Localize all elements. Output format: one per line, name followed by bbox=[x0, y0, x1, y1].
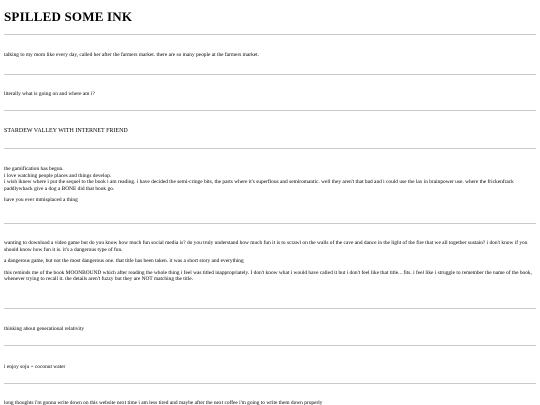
post-text: wanting to download a video game but do you know how much fun social media is? do you truly understand how much fun it is to scrawl on the walls of the cave and dance in the light of the fire that we all together sustain? i don't know if you should know how fun it is. it's a dangerous type of fun. bbox=[4, 240, 528, 253]
post bbox=[4, 326, 534, 333]
post-text: i enjoy soju + coconut water bbox=[4, 364, 66, 370]
divider bbox=[4, 345, 536, 346]
post-text: i wish iknew where i put the sequel to the book i am reading. i have decided the semi-cringe bits, the parts where it's superflous and semiromantic. well they aren't that bad and i could use the lax in brainpower use. where the frickenfrack paddlywhack give a dog a BONE did that book go. bbox=[4, 179, 514, 192]
post-text: long thoughts i'm gonna write down on this website next time i am less tired and maybe after the next coffee i'm going to write them down properly bbox=[4, 400, 323, 405]
post bbox=[4, 166, 534, 204]
site-title: SPILLED SOME INK bbox=[4, 9, 133, 24]
divider bbox=[4, 308, 536, 309]
divider bbox=[4, 148, 536, 149]
divider bbox=[4, 34, 536, 35]
post-text: talking to my mom like every day, called her after the farmers market. there are so many people at the farmers market. bbox=[4, 52, 259, 58]
post-text: literally what is going on and where am i? bbox=[4, 91, 95, 97]
post-text: thinking about generational relativity bbox=[4, 326, 85, 332]
divider bbox=[4, 223, 536, 224]
post-text: STARDEW VALLEY WITH INTERNET FRIEND bbox=[4, 128, 128, 134]
post-text: the gamification has begun. bbox=[4, 166, 64, 172]
post bbox=[4, 240, 534, 283]
post bbox=[4, 128, 534, 135]
post-text: a dangerous game, but not the most dangerous one. that title has been taken. it was a short story and everything bbox=[4, 258, 244, 265]
divider bbox=[4, 74, 536, 75]
post bbox=[4, 364, 534, 371]
post-text: this reminds me of the book MOONBOUND which after reading the whole thing i feel was titled inappropriately. I don't know what i would have called it but i don't feel like that title... fits. i feel like i struggle to remember the name of the book, whenever trying to recall it. the details aren't fuzzy but they are NOT matching the title. bbox=[4, 269, 532, 283]
post-text: have you ever mmisplaced a thing bbox=[4, 197, 78, 204]
post bbox=[4, 52, 534, 59]
divider bbox=[4, 383, 536, 384]
post bbox=[4, 400, 534, 405]
post bbox=[4, 91, 534, 98]
divider bbox=[4, 110, 536, 111]
post-text: i love watching people places and things develop. bbox=[4, 172, 112, 179]
